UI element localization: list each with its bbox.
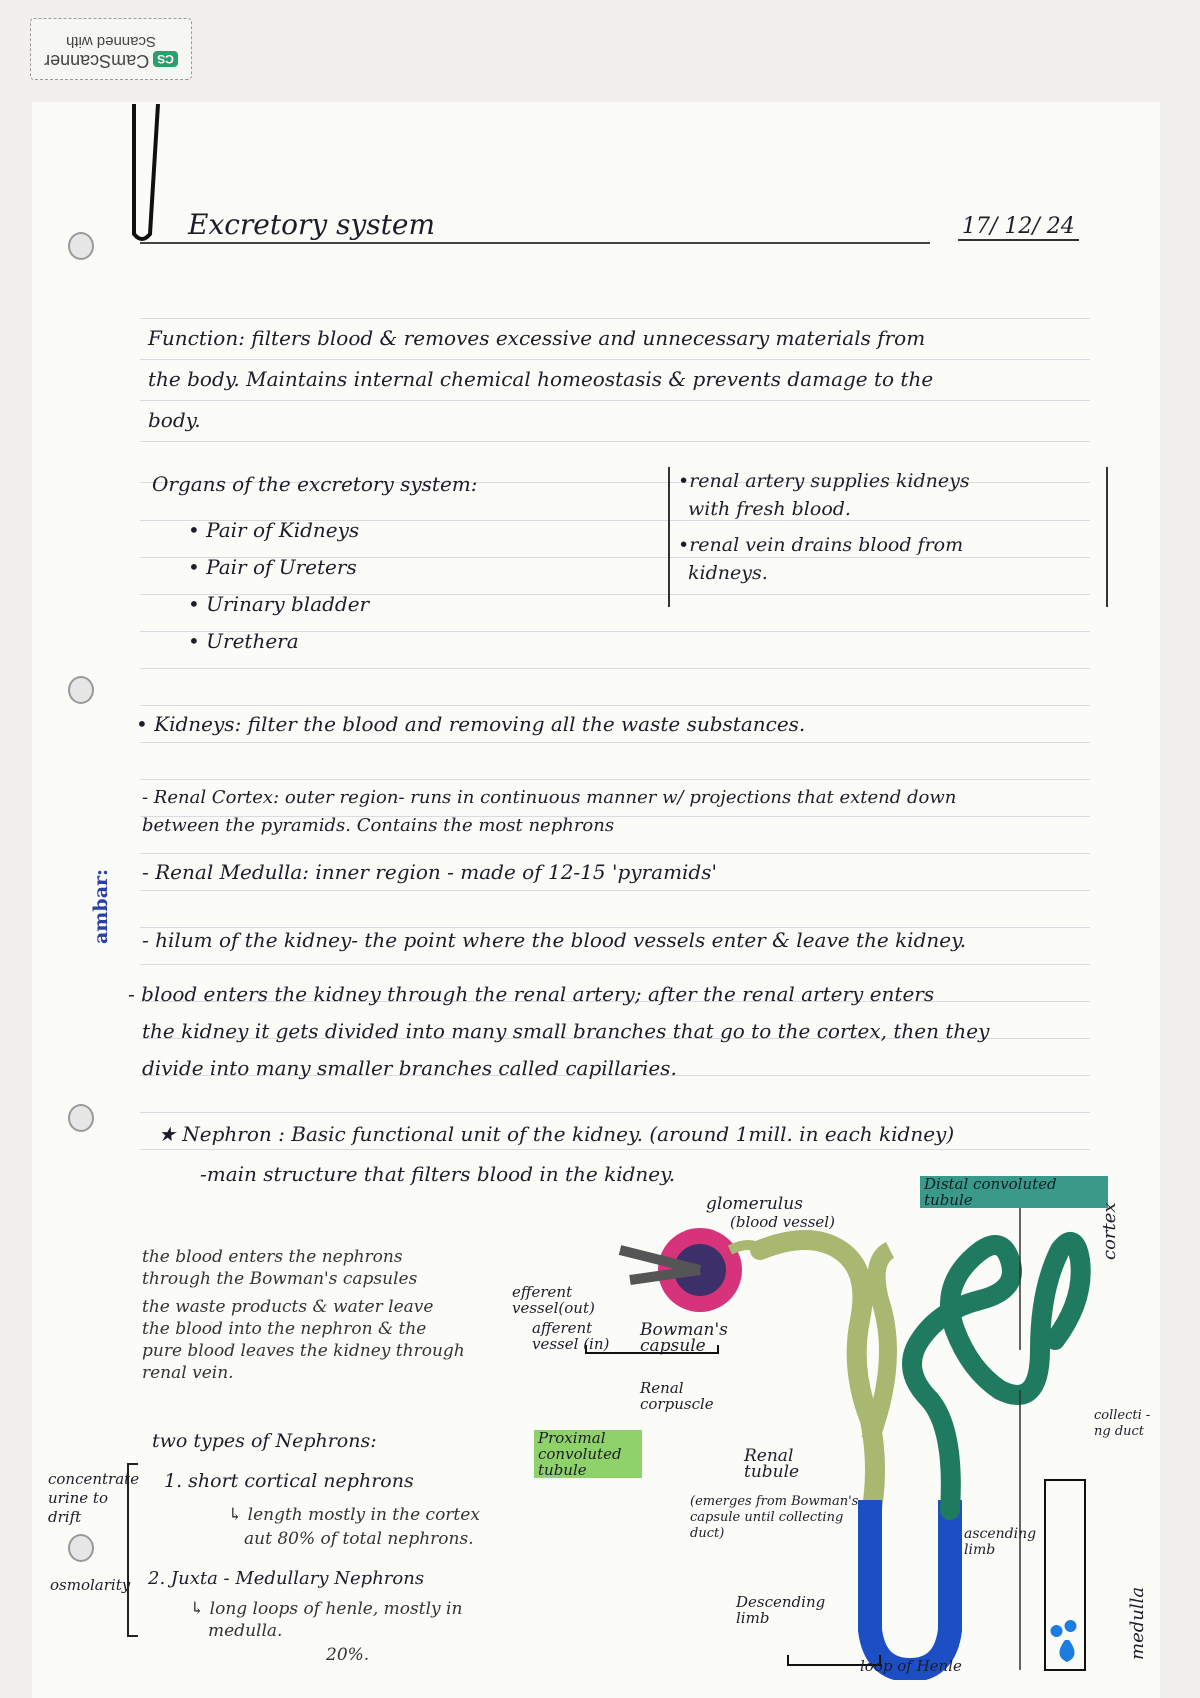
box-line: kidneys. [688, 562, 768, 584]
box-line: with fresh blood. [688, 498, 851, 520]
camscanner-stamp [30, 18, 192, 80]
loop-of-henle [870, 1500, 950, 1670]
label-bowman: Bowman's capsule [640, 1320, 728, 1356]
hilum-note: - hilum of the kidney- the point where the blood vessels enter & leave the kidney. [142, 928, 967, 952]
type-1-sub: aut 80% of total nephrons. [244, 1529, 474, 1549]
box-line: •renal vein drains blood from [678, 534, 964, 556]
renal-medulla-note: - Renal Medulla: inner region - made of 12-15 'pyramids' [142, 860, 717, 884]
function-paragraph [148, 318, 1088, 441]
label-distal: Distal convoluted tubule [920, 1176, 1108, 1208]
label-medulla: medulla [1127, 1586, 1148, 1660]
nephron-definition: ★ Nephron : Basic functional unit of the kidney. (around 1mill. in each kidney) [158, 1122, 955, 1146]
page-title: Excretory system [188, 208, 436, 241]
blood-supply-box [668, 467, 1108, 607]
type-1-sub: ↳ length mostly in the cortex [228, 1505, 480, 1525]
binder-hole [68, 232, 94, 260]
blood-path-note [128, 976, 1118, 1087]
box-line: •renal artery supplies kidneys [678, 470, 970, 492]
blood-path-line: the kidney it gets divided into many small branches that go to the cortex, then they [142, 1019, 990, 1043]
blood-path-line: divide into many smaller branches called capillaries. [142, 1056, 677, 1080]
margin-tag: ambar: [90, 868, 112, 944]
nephron-subline: -main structure that filters blood in the kidney. [200, 1162, 676, 1186]
type-1: 1. short cortical nephrons [164, 1470, 414, 1492]
side-note-line: pure blood leaves the kidney through [142, 1341, 465, 1361]
side-note-line: the waste products & water leave [142, 1297, 434, 1317]
label-tubule-note: (emerges from Bowman's capsule until collecting duct) [690, 1494, 859, 1541]
proximal-tubule [760, 1240, 875, 1620]
list-item: • Urethera [188, 629, 299, 653]
binder-hole [68, 1534, 94, 1562]
label-descending: Descending limb [736, 1593, 826, 1627]
type-2-sub: 20%. [326, 1645, 370, 1665]
label-collecting-duct: collecti -ng duct [1094, 1408, 1151, 1439]
organs-list [188, 512, 369, 660]
margin-note: osmolarity [50, 1576, 131, 1594]
blood-path-line: - blood enters the kidney through the renal artery; after the renal artery enters [128, 982, 935, 1006]
label-glomerulus-note: (blood vessel) [730, 1213, 835, 1231]
title-underline [140, 242, 930, 244]
side-note-line: renal vein. [142, 1363, 234, 1383]
side-note-line: the blood enters the nephrons [142, 1247, 403, 1267]
renal-cortex-note [142, 784, 1122, 840]
label-proximal: Proximal convoluted tubule [534, 1430, 642, 1478]
types-bracket [118, 1460, 148, 1640]
binder-hole [68, 1104, 94, 1132]
cortex-line: between the pyramids. Contains the most nephrons [142, 815, 615, 836]
label-glomerulus: glomerulus [706, 1194, 803, 1214]
function-line: the body. Maintains internal chemical homeostasis & prevents damage to the [148, 367, 934, 391]
side-note-line: the blood into the nephron & the [142, 1319, 427, 1339]
organs-heading: Organs of the excretory system: [152, 472, 478, 496]
camscanner-logo-icon: CS [153, 51, 178, 67]
binder-hole [68, 676, 94, 704]
list-item: • Pair of Ureters [188, 555, 357, 579]
distal-tubule [912, 1242, 1081, 1510]
label-ascending: ascending limb [964, 1526, 1037, 1558]
types-heading: two types of Nephrons: [152, 1430, 377, 1452]
cortex-line: - Renal Cortex: outer region- runs in continuous manner w/ projections that extend down [142, 787, 957, 808]
side-note-line: through the Bowman's capsules [142, 1269, 418, 1289]
function-line: Function: filters blood & removes excessive and unnecessary materials from [148, 326, 926, 350]
proximal-tubule-bend [870, 1250, 890, 1440]
type-2: 2. Juxta - Medullary Nephrons [148, 1568, 425, 1589]
paw-icon [1051, 1620, 1077, 1662]
function-line: body. [148, 408, 201, 432]
margin-note: concentrate urine to drift [48, 1470, 140, 1526]
label-efferent: efferent vessel(out) [512, 1283, 595, 1317]
label-renal-tubule: Renal tubule [744, 1446, 800, 1482]
label-corpuscle: Renal corpuscle [640, 1379, 714, 1413]
list-item: • Urinary bladder [188, 592, 370, 616]
label-loop-of-henle: loop of Henle [860, 1657, 962, 1675]
type-2-sub: medulla. [208, 1621, 283, 1641]
kidneys-line: • Kidneys: filter the blood and removing all the waste substances. [136, 712, 806, 736]
label-afferent: afferent vessel (in) [532, 1319, 610, 1353]
page-date: 17/ 12/ 24 [958, 214, 1079, 241]
stamp-brand: CamScanner [44, 51, 150, 71]
bookmark-v-mark [128, 104, 168, 244]
label-cortex: cortex [1099, 1202, 1120, 1260]
side-notes [142, 1246, 472, 1384]
list-item: • Pair of Kidneys [188, 518, 360, 542]
type-2-sub: ↳ long loops of henle, mostly in [190, 1599, 463, 1619]
stamp-line: Scanned with [65, 33, 157, 50]
